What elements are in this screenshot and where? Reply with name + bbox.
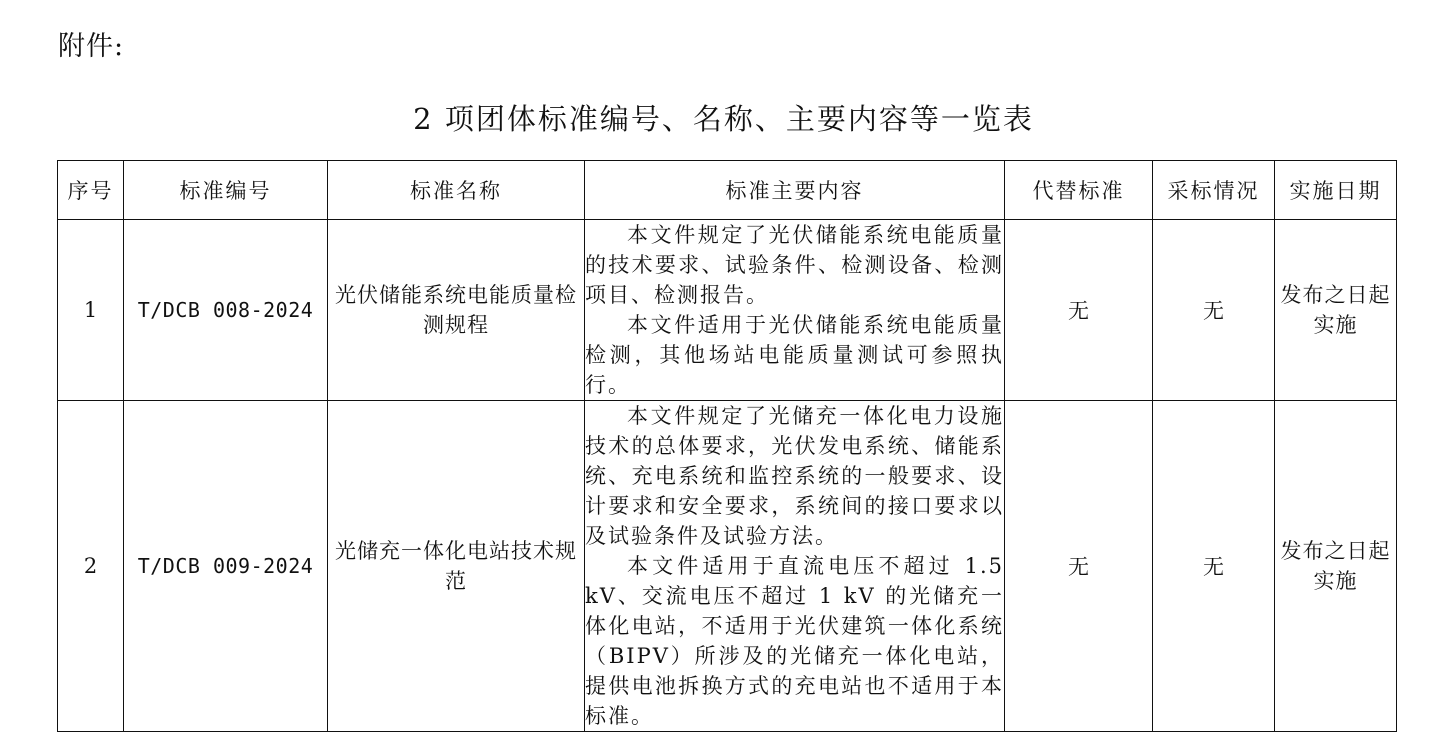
header-date: 实施日期 (1275, 161, 1397, 220)
row-date: 发布之日起实施 (1275, 220, 1397, 401)
row-seq: 1 (58, 220, 124, 401)
row-content (585, 220, 1005, 401)
content-paragraph: 本文件规定了光伏储能系统电能质量的技术要求、试验条件、检测设备、检测项目、检测报告。 (585, 223, 1004, 307)
row-replaces: 无 (1005, 220, 1153, 401)
document-title: 2 项团体标准编号、名称、主要内容等一览表 (413, 102, 1034, 136)
row-adoption: 无 (1153, 401, 1275, 732)
table-row (58, 401, 1397, 732)
attachment-label: 附件: (58, 31, 125, 62)
row-name: 光储充一体化电站技术规范 (328, 401, 585, 732)
content-paragraph: 本文件规定了光储充一体化电力设施技术的总体要求，光伏发电系统、储能系统、充电系统和监控系统的一般要求、设计要求和安全要求，系统间的接口要求以及试验条件及试验方法。 (585, 404, 1004, 548)
row-date: 发布之日起实施 (1275, 401, 1397, 732)
header-replaces: 代替标准 (1005, 161, 1153, 220)
table-row (58, 220, 1397, 401)
table-header-row (58, 161, 1397, 220)
row-code: T/DCB 009-2024 (124, 401, 328, 732)
row-seq: 2 (58, 401, 124, 732)
content-paragraph: 本文件适用于直流电压不超过 1.5 kV、交流电压不超过 1 kV 的光储充一体化电站，不适用于光伏建筑一体化系统（BIPV）所涉及的光储充一体化电站，提供电池拆换方式的充电站也不适用于本标准。 (585, 554, 1004, 728)
header-code: 标准编号 (124, 161, 328, 220)
header-content: 标准主要内容 (585, 161, 1005, 220)
row-replaces: 无 (1005, 401, 1153, 732)
row-name: 光伏储能系统电能质量检测规程 (328, 220, 585, 401)
header-name: 标准名称 (328, 161, 585, 220)
header-adoption: 采标情况 (1153, 161, 1275, 220)
row-content (585, 401, 1005, 732)
row-adoption: 无 (1153, 220, 1275, 401)
content-paragraph: 本文件适用于光伏储能系统电能质量检测，其他场站电能质量测试可参照执行。 (585, 313, 1004, 397)
header-seq: 序号 (58, 161, 124, 220)
standards-table (57, 160, 1397, 732)
row-code: T/DCB 008-2024 (124, 220, 328, 401)
